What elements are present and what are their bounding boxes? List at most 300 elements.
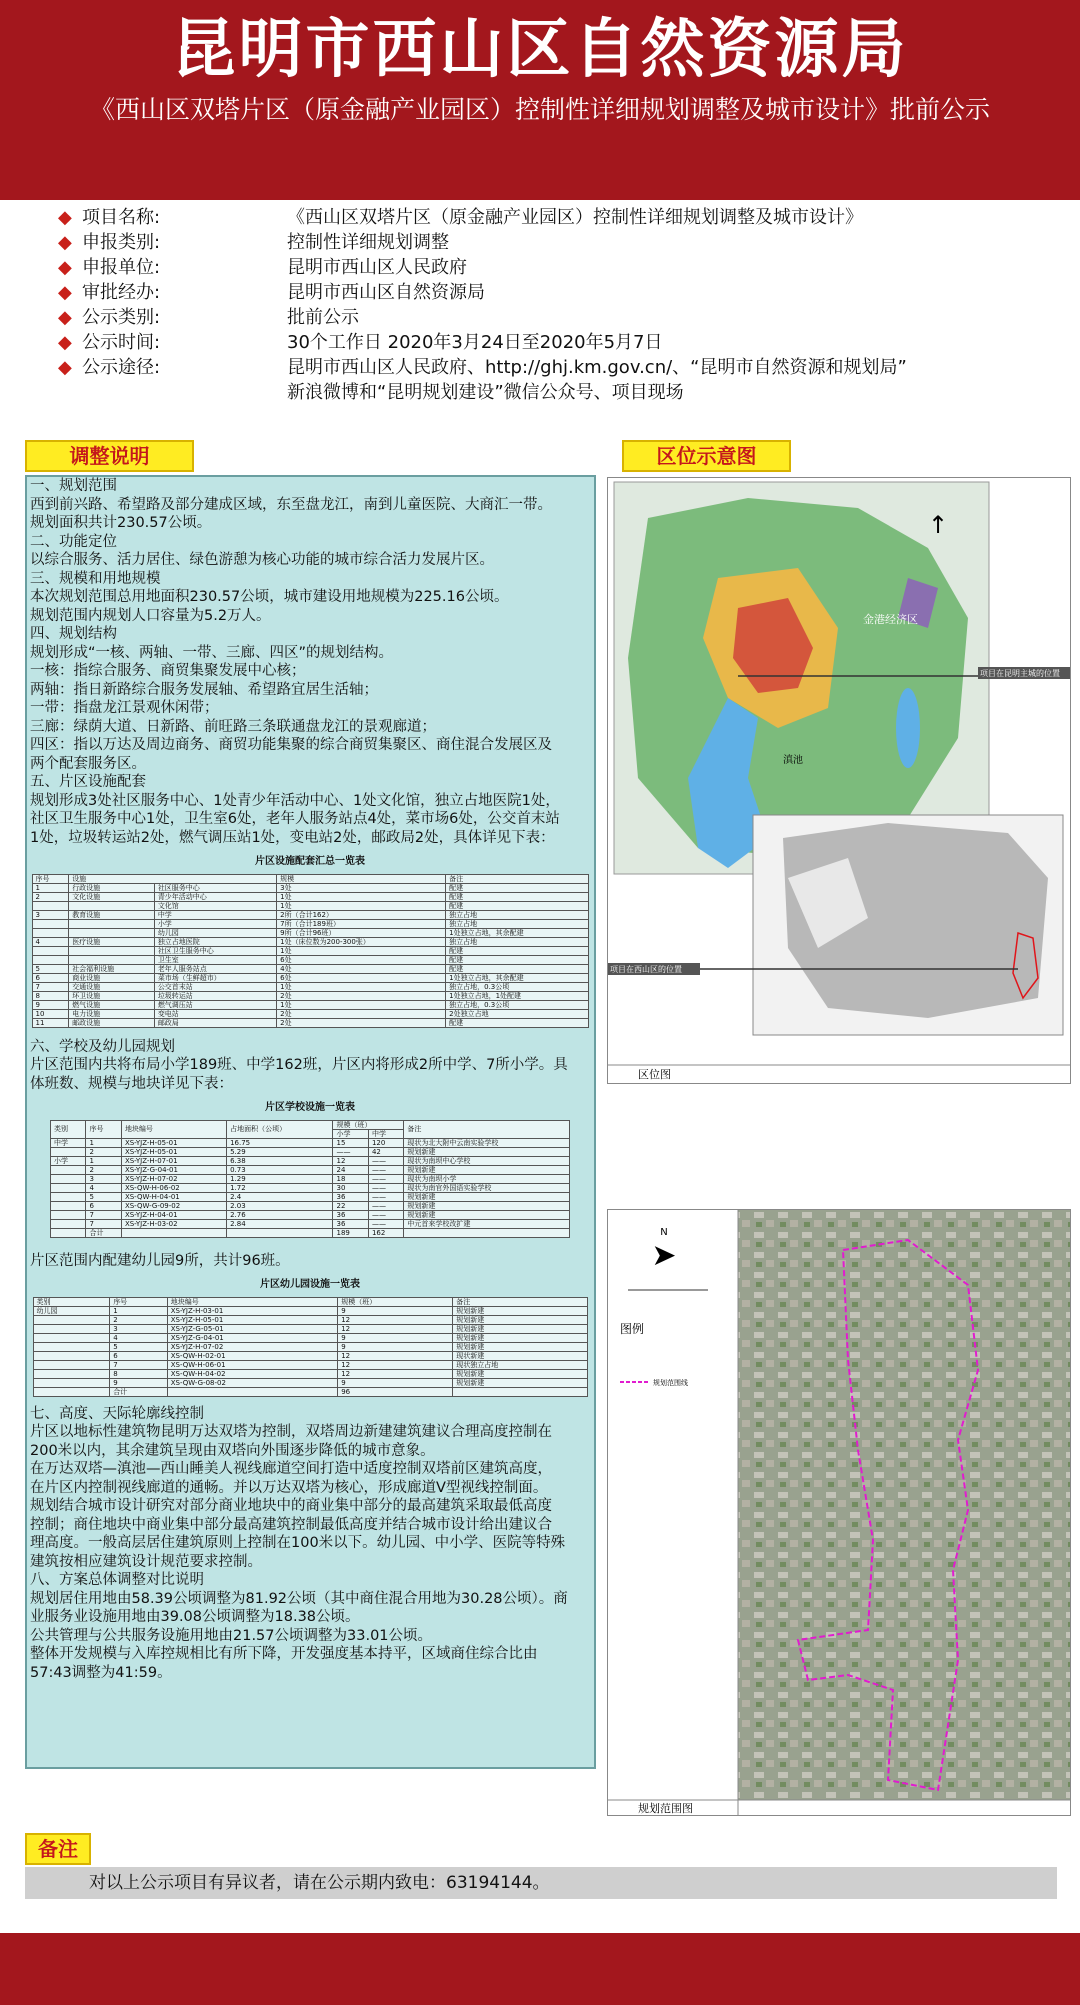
table-cell: XS-QW-H-04-01 (121, 1192, 226, 1201)
table-cell (69, 955, 155, 964)
table-cell: 文化设施 (69, 892, 155, 901)
section-2 (30, 533, 590, 570)
table-cell: 配建 (446, 901, 588, 910)
table-cell (32, 901, 69, 910)
paragraph-line: 控制；商住地块中商业集中部分最高建筑控制最低高度并结合城市设计给出建议合 (30, 1516, 552, 1533)
table-cell: 12 (338, 1315, 453, 1324)
table-row (51, 1183, 570, 1192)
table-cell: XS-YJZ-H-05-01 (121, 1138, 226, 1147)
table-cell: —— (368, 1183, 403, 1192)
paragraph-line: 两轴：指日新路综合服务发展轴、希望路宜居生活轴； (30, 681, 378, 698)
table-cell: 独立占地，0.3公顷 (446, 982, 588, 991)
location-tag: 区位示意图 (622, 440, 791, 472)
table-cell: 1 (110, 1306, 168, 1315)
paragraph-line: 一、规划范围 (30, 478, 117, 494)
paragraph-line: 规划形成3处社区服务中心、1处青少年活动中心、1处文化馆，独立占地医院1处， (30, 792, 560, 809)
kindergarten-table-body (33, 1306, 587, 1396)
page-title: 昆明市西山区自然资源局 (171, 13, 909, 87)
table-cell: 菜市场（生鲜超市） (154, 973, 276, 982)
table-header: 类别 序号 地块编号 规模（班） 备注 (33, 1297, 587, 1306)
paragraph-line: 两个配套服务区。 (30, 755, 146, 772)
diamond-bullet-icon: ◆ (58, 282, 72, 303)
table-cell (33, 1360, 110, 1369)
table-cell: XS-YJZ-H-07-02 (167, 1342, 338, 1351)
paragraph-line: 规划形成“一核、两轴、一带、三廊、四区”的规划结构。 (30, 644, 394, 661)
table-cell: 12 (338, 1369, 453, 1378)
table-cell: 幼儿园 (33, 1306, 110, 1315)
table-row (33, 1369, 587, 1378)
info-row: ◆ 公示时间: 30个工作日 2020年3月24日至2020年5月7日 (58, 332, 663, 353)
table-cell: 120 (368, 1138, 403, 1147)
table-cell (33, 1351, 110, 1360)
table-cell: 青少年活动中心 (154, 892, 276, 901)
table-cell: 1处 (277, 946, 446, 955)
table-row (33, 1306, 587, 1315)
table-cell: 2所（合计162） (277, 910, 446, 919)
table-cell: XS-YJZ-H-04-01 (121, 1210, 226, 1219)
table-row (51, 1174, 570, 1183)
table-cell: 7 (86, 1219, 121, 1228)
table-cell: 医疗设施 (69, 937, 155, 946)
paragraph-line: 三、规模和用地规模 (30, 570, 161, 587)
location-map-graphic (608, 478, 1070, 1083)
paragraph-line: 片区范围内共将布局小学189班、中学162班，片区内将形成2所中学、7所小学。具 (30, 1057, 568, 1073)
table-cell (404, 1228, 570, 1237)
table-row (33, 1342, 587, 1351)
table-row (51, 1138, 570, 1147)
table-cell: —— (368, 1165, 403, 1174)
table-cell (69, 946, 155, 955)
legend-item: 规划范围线 (653, 1379, 688, 1387)
table-cell: 36 (333, 1192, 368, 1201)
table-cell: 独立占地 (446, 910, 588, 919)
table-cell (33, 1324, 110, 1333)
table-cell (51, 1210, 86, 1219)
table-row (32, 964, 588, 973)
diamond-bullet-icon: ◆ (58, 232, 72, 253)
diamond-bullet-icon: ◆ (58, 332, 72, 353)
info-row: ◆ 审批经办: 昆明市西山区自然资源局 (58, 282, 485, 303)
paragraph-line: 整体开发规模与入库控规相比有所下降，开发强度基本持平，区域商住综合比由 (30, 1646, 538, 1662)
table-cell (69, 901, 155, 910)
table-cell: 9 (110, 1378, 168, 1387)
table-header: 序号 设施 规模 备注 (32, 874, 588, 883)
table-cell: 1处独立占地，其余配建 (446, 928, 588, 937)
paragraph-line: 1处，垃圾转运站2处，燃气调压站1处，变电站2处，邮政局2处，具体详见下表： (30, 829, 555, 846)
table-cell: 1处独立占地，1处配建 (446, 991, 588, 1000)
section-3 (30, 570, 590, 626)
table-cell (51, 1201, 86, 1210)
table-cell: 96 (338, 1387, 453, 1396)
paragraph-line: 规划范围内规划人口容量为5.2万人。 (30, 607, 271, 624)
table-cell: 11 (32, 1018, 69, 1027)
table-row (51, 1210, 570, 1219)
table-cell: 1处 (277, 982, 446, 991)
table-cell: 燃气设施 (69, 1000, 155, 1009)
table-row (51, 1201, 570, 1210)
table-cell: 1处 (277, 901, 446, 910)
table-cell: 3 (110, 1324, 168, 1333)
table-row (32, 946, 588, 955)
table-cell: 2.03 (227, 1201, 333, 1210)
table-cell: 社区服务中心 (154, 883, 276, 892)
table-cell: 4 (110, 1333, 168, 1342)
table-cell (32, 928, 69, 937)
diamond-bullet-icon: ◆ (58, 257, 72, 278)
table-cell: 6 (110, 1351, 168, 1360)
paragraph-line: 在万达双塔—滇池—西山睡美人视线廊道空间打造中适度控制双塔前区建筑高度， (30, 1461, 552, 1477)
kunming-label: 金港经济区 (863, 613, 918, 626)
paragraph-line: 在片区内控制视线廊道的通畅。并以万达双塔为核心，形成廊道V型视线控制面。 (30, 1479, 548, 1496)
info-row: ◆ 项目名称: 《西山区双塔片区（原金融产业园区）控制性详细规划调整及城市设计》 (58, 207, 863, 228)
table-row (32, 919, 588, 928)
table-cell: XS-YJZ-G-05-01 (167, 1324, 338, 1333)
table-cell: 燃气调压站 (154, 1000, 276, 1009)
table-cell (33, 1369, 110, 1378)
table-row (32, 937, 588, 946)
table-cell: 邮政局 (154, 1018, 276, 1027)
table-cell: 规划新建 (404, 1192, 570, 1201)
table-cell: XS-YJZ-H-07-02 (121, 1174, 226, 1183)
table-cell: 2 (86, 1147, 121, 1156)
table-cell: 商业设施 (69, 973, 155, 982)
table-cell: XS-QW-G-08-02 (167, 1378, 338, 1387)
table-cell (33, 1378, 110, 1387)
table-cell: 42 (368, 1147, 403, 1156)
table-cell: 1.29 (227, 1174, 333, 1183)
table-cell: 7 (110, 1360, 168, 1369)
table-cell: 幼儿园 (154, 928, 276, 937)
table-cell: 配建 (446, 955, 588, 964)
table-row (33, 1378, 587, 1387)
table-cell: 2处 (277, 1009, 446, 1018)
table-cell: 189 (333, 1228, 368, 1237)
table-cell (33, 1315, 110, 1324)
table-cell: 配建 (446, 964, 588, 973)
table-cell: 小学 (154, 919, 276, 928)
table-cell (32, 919, 69, 928)
table-cell: 1 (32, 883, 69, 892)
table-cell: 社区卫生服务中心 (154, 946, 276, 955)
table-row (33, 1351, 587, 1360)
table-cell (227, 1228, 333, 1237)
paragraph-line: 以综合服务、活力居住、绿色游憩为核心功能的城市综合活力发展片区。 (30, 552, 494, 568)
table-row (32, 982, 588, 991)
table-cell: 1 (86, 1138, 121, 1147)
footer-banner (0, 1933, 1080, 2005)
table-cell: 5 (32, 964, 69, 973)
table-cell: —— (368, 1192, 403, 1201)
north-arrow-icon: ➤ (651, 1238, 677, 1273)
paragraph-line: 西到前兴路、希望路及部分建成区域，东至盘龙江，南到儿童医院、大商汇一带。 (30, 496, 552, 513)
table-cell: XS-QW-H-02-01 (167, 1351, 338, 1360)
table-cell: 15 (333, 1138, 368, 1147)
table-cell: 配建 (446, 1018, 588, 1027)
table-cell: 16.75 (227, 1138, 333, 1147)
section-1 (30, 477, 590, 533)
table-cell: 7所（合计189班） (277, 919, 446, 928)
section-7 (30, 1405, 590, 1572)
facility-table-title: 片区设施配套汇总一览表 (255, 856, 365, 867)
location-caption: 区位图 (638, 1068, 671, 1081)
paragraph-line: 四、规划结构 (30, 626, 117, 642)
table-cell: 规划新建 (404, 1147, 570, 1156)
table-cell (51, 1219, 86, 1228)
table-row (33, 1333, 587, 1342)
table-cell: 2处 (277, 1018, 446, 1027)
table-cell: 1处独立占地，其余配建 (446, 973, 588, 982)
table-cell: 22 (333, 1201, 368, 1210)
info-row-continuation: 新浪微博和“昆明规划建设”微信公众号、项目现场 (287, 382, 684, 403)
table-cell: 9 (338, 1306, 453, 1315)
table-cell: 6处 (277, 973, 446, 982)
table-cell: 3 (86, 1174, 121, 1183)
table-cell (51, 1147, 86, 1156)
table-cell (121, 1228, 226, 1237)
paragraph-line: 七、高度、天际轮廓线控制 (30, 1405, 204, 1422)
paragraph-line: 三廊：绿荫大道、日新路、前旺路三条联通盘龙江的景观廊道； (30, 718, 436, 735)
table-cell: 9 (338, 1342, 453, 1351)
table-cell: 电力设施 (69, 1009, 155, 1018)
diamond-bullet-icon: ◆ (58, 357, 72, 378)
table-cell: 5 (110, 1342, 168, 1351)
table-cell: 36 (333, 1210, 368, 1219)
paragraph-line: 五、片区设施配套 (30, 774, 146, 790)
table-cell: 现状为北大附中云南实验学校 (404, 1138, 570, 1147)
table-cell: 1处（床位数为200-300张） (277, 937, 446, 946)
table-cell: 合计 (110, 1387, 168, 1396)
table-cell: 1 (86, 1156, 121, 1165)
paragraph-line: 理高度。一般高层居住建筑原则上控制在100米以下。幼儿园、中小学、医院等特殊 (30, 1535, 566, 1551)
table-cell: 8 (110, 1369, 168, 1378)
table-cell (69, 919, 155, 928)
section-8 (30, 1571, 590, 1682)
plan-range-map (607, 1209, 1071, 1816)
section-6 (30, 1038, 590, 1094)
north-label: N (660, 1227, 668, 1238)
table-cell: 现状为南官外国语实验学校 (404, 1183, 570, 1192)
paragraph-line: 六、学校及幼儿园规划 (30, 1038, 175, 1055)
paragraph-line: 四区：指以万达及周边商务、商贸功能集聚的综合商贸集聚区、商住混合发展区及 (30, 737, 552, 753)
table-cell (167, 1387, 338, 1396)
table-cell: 36 (333, 1219, 368, 1228)
table-subheader: 小学 中学 (51, 1129, 570, 1138)
table-cell: 独立占地 (446, 937, 588, 946)
page-subtitle: 《西山区双塔片区（原金融产业园区）控制性详细规划调整及城市设计》批前公示 (89, 95, 990, 124)
table-cell: 4 (86, 1183, 121, 1192)
table-cell: 2 (32, 892, 69, 901)
table-cell: 12 (333, 1156, 368, 1165)
table-cell: 文化馆 (154, 901, 276, 910)
table-cell: XS-YJZ-H-05-01 (121, 1147, 226, 1156)
adjust-text (30, 477, 590, 1682)
table-cell: 2 (86, 1165, 121, 1174)
table-cell: 规划新建 (453, 1333, 587, 1342)
facility-table-body (32, 883, 588, 1027)
table-cell: 社会福利设施 (69, 964, 155, 973)
table-cell: 规划新建 (404, 1210, 570, 1219)
paragraph-line: 一带：指盘龙江景观休闲带； (30, 700, 219, 716)
paragraph-line: 社区卫生服务中心1处，卫生室6处，老年人服务站点4处，菜市场6处，公交首末站 (30, 811, 560, 827)
table-cell: 现状新建 (453, 1351, 587, 1360)
table-cell: 规划新建 (404, 1201, 570, 1210)
table-cell: 规划新建 (453, 1378, 587, 1387)
diamond-bullet-icon: ◆ (58, 207, 72, 228)
paragraph-line: 57:43调整为41:59。 (30, 1664, 172, 1681)
table-cell: 独立占地 (446, 919, 588, 928)
table-row (32, 991, 588, 1000)
table-cell: XS-QW-H-06-02 (121, 1183, 226, 1192)
table-row (32, 955, 588, 964)
table-row (51, 1147, 570, 1156)
table-row (51, 1165, 570, 1174)
header-banner (0, 0, 1080, 200)
table-cell: 2.76 (227, 1210, 333, 1219)
table-cell: 规划新建 (453, 1315, 587, 1324)
table-cell: 现状为南坝小学 (404, 1174, 570, 1183)
paragraph-line: 本次规划范围总用地面积230.57公顷，城市建设用地规模为225.16公顷。 (30, 589, 509, 605)
table-cell: —— (368, 1174, 403, 1183)
table-cell (51, 1165, 86, 1174)
table-cell: 0.73 (227, 1165, 333, 1174)
info-row: ◆ 公示途径: 昆明市西山区人民政府、http://ghj.km.gov.cn/、“昆明市自然资源和规划局” (58, 357, 907, 378)
table-row (33, 1387, 587, 1396)
north-arrow-icon: ↑ (928, 511, 949, 539)
table-cell: 6 (32, 973, 69, 982)
table-cell: 环卫设施 (69, 991, 155, 1000)
table-cell (51, 1228, 86, 1237)
table-row (32, 883, 588, 892)
main-city-marker: 项目在昆明主城的位置 (980, 669, 1060, 678)
kindergarten-table-title: 片区幼儿园设施一览表 (260, 1279, 360, 1290)
table-row (51, 1219, 570, 1228)
paragraph-line: 体班数、规模与地块详见下表： (30, 1075, 233, 1092)
paragraph-line: 片区以地标性建筑物昆明万达双塔为控制，双塔周边新建建筑建议合理高度控制在 (30, 1424, 552, 1440)
table-cell: 30 (333, 1183, 368, 1192)
table-cell: 2.4 (227, 1192, 333, 1201)
table-cell (51, 1192, 86, 1201)
section-5 (30, 773, 590, 847)
district-marker: 项目在西山区的位置 (610, 965, 682, 974)
table-cell: 行政设施 (69, 883, 155, 892)
table-cell: 7 (86, 1210, 121, 1219)
table-row (32, 910, 588, 919)
table-row (32, 928, 588, 937)
table-cell: —— (368, 1219, 403, 1228)
table-cell: 邮政设施 (69, 1018, 155, 1027)
table-cell: 规划新建 (453, 1306, 587, 1315)
dianchi-label: 滇池 (783, 755, 803, 766)
table-cell: 6 (86, 1201, 121, 1210)
info-row: ◆ 公示类别: 批前公示 (58, 307, 359, 328)
table-cell: 规划新建 (453, 1369, 587, 1378)
table-cell: XS-QW-H-04-02 (167, 1369, 338, 1378)
info-row: ◆ 申报类别: 控制性详细规划调整 (58, 232, 449, 253)
table-cell: 2.84 (227, 1219, 333, 1228)
table-cell: 公交首末站 (154, 982, 276, 991)
table-cell (32, 955, 69, 964)
kindergarten-summary: 片区范围内配建幼儿园9所，共计96班。 (30, 1252, 290, 1269)
table-cell: 3处 (277, 883, 446, 892)
table-cell: 小学 (51, 1156, 86, 1165)
paragraph-line: 规划居住用地由58.39公顷调整为81.92公顷（其中商住混合用地为30.28公顷）。商 (30, 1590, 568, 1607)
table-cell: XS-YJZ-H-03-02 (121, 1219, 226, 1228)
table-cell: 规划新建 (453, 1324, 587, 1333)
table-cell: 2 (110, 1315, 168, 1324)
table-cell: 9 (338, 1333, 453, 1342)
table-cell (32, 946, 69, 955)
table-cell: 9 (32, 1000, 69, 1009)
table-row (51, 1192, 570, 1201)
table-cell: 12 (338, 1324, 453, 1333)
paragraph-line: 规划面积共计230.57公顷。 (30, 515, 212, 531)
table-row (32, 1000, 588, 1009)
table-cell: 老年人服务站点 (154, 964, 276, 973)
table-cell: XS-YJZ-G-04-01 (167, 1333, 338, 1342)
table-cell: 交通设施 (69, 982, 155, 991)
table-cell: 中学 (51, 1138, 86, 1147)
table-cell: —— (333, 1147, 368, 1156)
table-cell: 现状独立占地 (453, 1360, 587, 1369)
table-cell: 合计 (86, 1228, 121, 1237)
plan-caption: 规划范围图 (638, 1802, 693, 1815)
table-cell: 教育设施 (69, 910, 155, 919)
table-cell: 垃圾转运站 (154, 991, 276, 1000)
table-cell: 现状为南坝中心学校 (404, 1156, 570, 1165)
table-row (33, 1315, 587, 1324)
diamond-bullet-icon: ◆ (58, 307, 72, 328)
table-cell (69, 928, 155, 937)
table-cell: 中学 (154, 910, 276, 919)
table-cell: 配建 (446, 892, 588, 901)
school-table (50, 1120, 570, 1238)
table-cell: XS-YJZ-G-04-01 (121, 1165, 226, 1174)
table-cell: 1.72 (227, 1183, 333, 1192)
table-header: 类别 序号 地块编号 占地面积（公顷） 规模（班） 备注 (51, 1120, 570, 1129)
school-table-title: 片区学校设施一览表 (265, 1102, 355, 1113)
table-cell: XS-YJZ-H-07-01 (121, 1156, 226, 1165)
table-cell: 配建 (446, 883, 588, 892)
table-cell: 8 (32, 991, 69, 1000)
table-cell: 9 (338, 1378, 453, 1387)
table-row (51, 1156, 570, 1165)
table-cell: 卫生室 (154, 955, 276, 964)
table-cell: 6.38 (227, 1156, 333, 1165)
table-cell (33, 1342, 110, 1351)
table-cell: 6处 (277, 955, 446, 964)
table-cell: 7 (32, 982, 69, 991)
table-cell: 配建 (446, 946, 588, 955)
facility-table (32, 874, 589, 1028)
objection-note: 对以上公示项目有异议者，请在公示期内致电：63194144。 (25, 1867, 1057, 1899)
table-cell: —— (368, 1156, 403, 1165)
school-table-body (51, 1138, 570, 1237)
table-cell: 9所（合计96班） (277, 928, 446, 937)
table-cell: 12 (338, 1360, 453, 1369)
legend-title: 图例 (620, 1322, 645, 1336)
kindergarten-table (33, 1297, 588, 1397)
table-cell: 变电站 (154, 1009, 276, 1018)
table-cell: 18 (333, 1174, 368, 1183)
table-cell: 中元首来学校改扩建 (404, 1219, 570, 1228)
project-info (58, 205, 1058, 405)
table-cell: 162 (368, 1228, 403, 1237)
table-cell: 2处独立占地 (446, 1009, 588, 1018)
paragraph-line: 200米以内，其余建筑呈现由双塔向外围逐步降低的城市意象。 (30, 1442, 435, 1459)
paragraph-line: 规划结合城市设计研究对部分商业地块中的商业集中部分的最高建筑采取最低高度 (30, 1498, 552, 1514)
table-cell: 规划新建 (453, 1342, 587, 1351)
table-cell: 独立占地，0.3公顷 (446, 1000, 588, 1009)
